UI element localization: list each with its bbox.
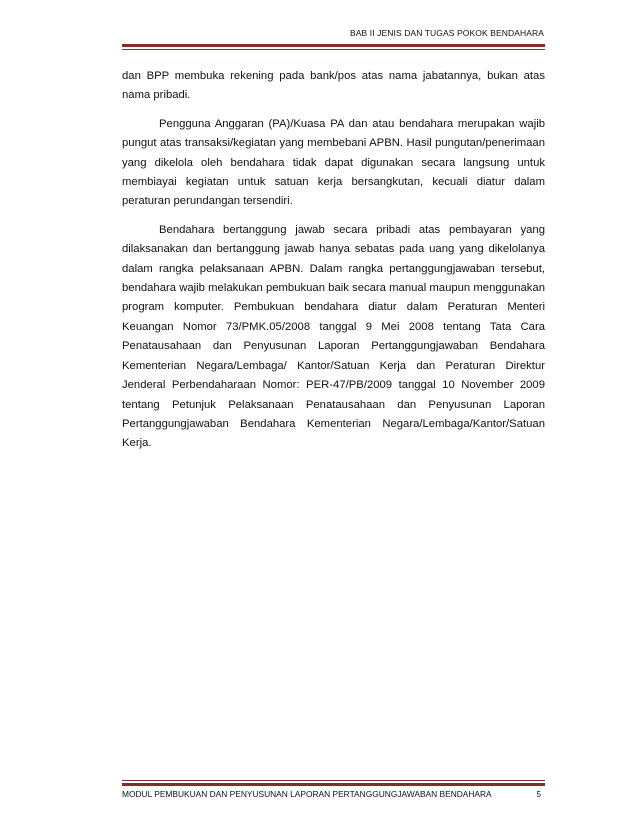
footer-bar bbox=[122, 789, 545, 799]
header-rule-thick bbox=[122, 44, 545, 47]
paragraph-1: dan BPP membuka rekening pada bank/pos atas nama jabatannya, bukan atas nama pribadi. bbox=[122, 70, 545, 102]
footer-rule-thin bbox=[122, 780, 545, 781]
footer-rule-thick bbox=[122, 783, 545, 786]
document-body bbox=[122, 67, 545, 463]
paragraph-2: Pengguna Anggaran (PA)/Kuasa PA dan atau bendahara merupakan wajib pungut atas transaksi/kegiatan yang membebani APBN. Hasil pungutan/penerimaan yang dikelola oleh bendahara tidak dapat digunakan secara langsung untuk membiayai kegiatan untuk satuan kerja bersangkutan, kecuali diatur dalam peraturan perundangan tersendiri. bbox=[122, 117, 545, 208]
page-number: 5 bbox=[536, 789, 541, 799]
footer-title: MODUL PEMBUKUAN DAN PENYUSUNAN LAPORAN PERTANGGUNGJAWABAN BENDAHARA bbox=[122, 789, 492, 799]
paragraph-3: Bendahara bertanggung jawab secara pribadi atas pembayaran yang dilaksanakan dan bertanggung jawab hanya sebatas pada uang yang dikelolanya dalam rangka pelaksanaan APBN. Dalam rangka pertanggungjawaban tersebut, bendahara wajib melakukan pembukuan baik secara manual maupun menggunakan program komputer. Pembukuan bendahara diatur dalam Peraturan Menteri Keuangan Nomor 73/PMK.05/2008 tanggal 9 Mei 2008 tentang Tata Cara Penatausahaan dan Penyusunan Laporan Pertanggungjawaban Bendahara Kementerian Negara/Lembaga/ Kantor/Satuan Kerja dan Peraturan Direktur Jenderal Perbendaharaan Nomor: PER-47/PB/2009 tanggal 10 November 2009 tentang Petunjuk Pelaksanaan Penatausahaan dan Penyusunan Laporan Pertanggungjawaban Bendahara Kementerian Negara/Lembaga/Kantor/Satuan Kerja. bbox=[122, 223, 545, 450]
header-rule-thin bbox=[122, 49, 545, 50]
header-title: BAB II JENIS DAN TUGAS POKOK BENDAHARA bbox=[350, 28, 544, 38]
